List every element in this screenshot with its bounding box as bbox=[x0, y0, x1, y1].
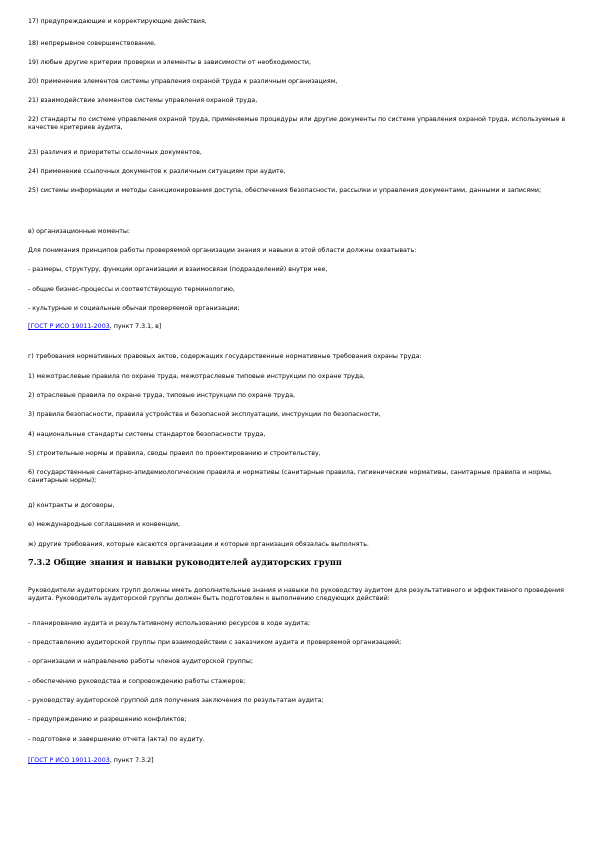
section-title: в) организационные моменты: bbox=[28, 228, 131, 235]
list-item: 2) отраслевые правила по охране труда, типовые инструкции по охране труда, bbox=[28, 392, 296, 399]
list-item: 5) строительные нормы и правила, своды правил по проектированию и строительству, bbox=[28, 450, 321, 457]
list-item: 1) межотраслевые правила по охране труда, межотраслевые типовые инструкции по охране труда, bbox=[28, 373, 365, 380]
list-item: - подготовке и завершению отчета (акта) по аудиту. bbox=[28, 736, 205, 743]
list-item: - планированию аудита и результативному использованию ресурсов в ходе аудита; bbox=[28, 620, 311, 627]
list-item: е) международные соглашения и конвенции, bbox=[28, 521, 181, 528]
paragraph: Для понимания принципов работы проверяемой организации знания и навыки в этой области должны охватывать: bbox=[28, 247, 417, 254]
list-item: - представлению аудиторской группы при взаимодействии с заказчиком аудита и проверяемой организацией; bbox=[28, 639, 402, 646]
reference bbox=[28, 323, 568, 331]
reference-tail: , пункт 7.3.2] bbox=[109, 757, 154, 764]
list-item: - организации и направлению работы членов аудиторской группы; bbox=[28, 658, 253, 665]
paragraph: Руководители аудиторских групп должны иметь дополнительные знания и навыки по руководству аудитом для результативного и эффективного проведения аудита. Руководитель аудиторской группы должен быть подготовлен к выполнению следующих действий: bbox=[28, 587, 564, 602]
list-item: - общие бизнес-процессы и соответствующую терминологию, bbox=[28, 286, 235, 293]
list-item: - размеры, структуру, функции организации и взаимосвязи (подразделений) внутри нее, bbox=[28, 266, 328, 273]
list-item: 4) национальные стандарты системы стандартов безопасности труда, bbox=[28, 431, 266, 438]
list-item: 23) различия и приоритеты ссылочных документов, bbox=[28, 149, 202, 156]
section-heading: 7.3.2 Общие знания и навыки руководителей аудиторских групп bbox=[28, 557, 342, 567]
section-title: г) требования нормативных правовых актов, содержащих государственные нормативные требования охраны труда: bbox=[28, 353, 422, 360]
list-item: 24) применение ссылочных документов к различным ситуациям при аудите, bbox=[28, 168, 286, 175]
list-item: ж) другие требования, которые касаются организации и которые организация обязалась выполнять. bbox=[28, 541, 369, 548]
list-item: - руководству аудиторской группой для получения заключения по результатам аудита; bbox=[28, 697, 324, 704]
reference-open-bracket: [ bbox=[28, 323, 31, 330]
list-item: - обеспечению руководства и сопровождению работы стажеров; bbox=[28, 678, 246, 685]
list-item: 19) любые другие критерии проверки и элементы в зависимости от необходимости, bbox=[28, 59, 311, 66]
list-item: 20) применение элементов системы управления охраной труда к различным организациям, bbox=[28, 78, 338, 85]
list-item: 18) непрерывное совершенствование, bbox=[28, 40, 156, 47]
gost-link[interactable]: ГОСТ Р ИСО 19011-2003 bbox=[30, 323, 110, 330]
list-item: 3) правила безопасности, правила устройства и безопасной эксплуатации, инструкции по безопасности, bbox=[28, 411, 381, 418]
list-item: 17) предупреждающие и корректирующие действия, bbox=[28, 18, 207, 25]
list-item: 25) системы информации и методы санкционирования доступа, обеспечения безопасности, рассылки и управления документами, данными и записями; bbox=[28, 187, 542, 194]
list-item: - предупреждению и разрешению конфликтов; bbox=[28, 716, 187, 723]
reference-tail: , пункт 7.3.1, в] bbox=[109, 323, 162, 330]
list-item: - культурные и социальные обычаи проверяемой организации; bbox=[28, 305, 240, 312]
reference-open-bracket: [ bbox=[28, 757, 31, 764]
list-item: 6) государственные санитарно-эпидемиологические правила и нормативы (санитарные правила, гигиенические нормативы, санитарные правила и нормы, санитарные нормы); bbox=[28, 469, 552, 484]
list-item: 22) стандарты по системе управления охраной труда, применяемые процедуры или другие документы по системе управления охраной труда, используемые в качестве критериев аудита, bbox=[28, 116, 566, 131]
gost-link[interactable]: ГОСТ Р ИСО 19011-2003 bbox=[30, 757, 110, 764]
list-item: д) контракты и договоры, bbox=[28, 502, 115, 509]
list-item: 21) взаимодействие элементов системы управления охраной труда, bbox=[28, 97, 258, 104]
reference bbox=[28, 757, 568, 765]
